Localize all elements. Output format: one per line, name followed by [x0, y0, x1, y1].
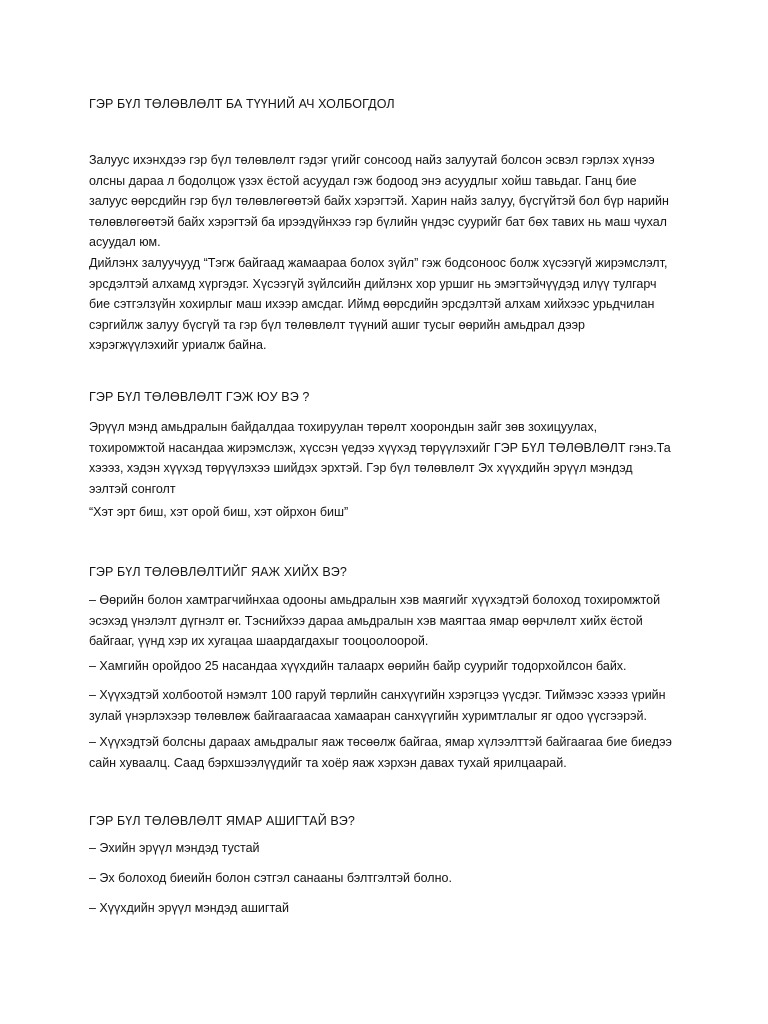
- intro-paragraph: Дийлэнх залуучууд “Тэгж байгаад жамаараа болох зүйл” гэж бодсоноос болж хүсээгүй жирэмслэлт, эрсдэлтэй алхамд хүргэдэг. Хүсээгүй зүйлсийн дийлэнх хор уршиг нь эмэгтэйчүүдэд илүү тулгарч бие сэтгэлзүйн хохирлыг маш ихээр амсдаг. Иймд өөрсдийн эрсдэлтэй алхам хийхээс урьдчилан сэргийлж залуу бүсгүй та гэр бүл төлөвлөлт түүний ашиг тусыг өөрийн амьдрал дээр хэрэгжүүлэхийг уриалж байна.: [89, 256, 668, 353]
- document-title: ГЭР БҮЛ ТӨЛӨВЛӨЛТ БА ТҮҮНИЙ АЧ ХОЛБОГДОЛ: [89, 97, 395, 111]
- section-paragraph: Эрүүл мэнд амьдралын байдалдаа тохируулан төрөлт хоорондын зайг зөв зохицуулах, тохиромжтой насандаа жирэмслэж, хүссэн үедээ хүүхэд төрүүлэхийг ГЭР БҮЛ ТӨЛӨВЛӨЛТ гэнэ.Та хэээз, хэдэн хүүхэд төрүүлэхээ шийдэх эрхтэй. Гэр бүл төлөвлөлт Эх хүүхдийн эрүүл мэндэд ээлтэй сонголт: [89, 420, 671, 496]
- intro-paragraph: Залуус ихэнхдээ гэр бүл төлөвлөлт гэдэг үгийг сонсоод найз залуутай болсон эсвэл гэрлэх хүнээ олсны дараа л бодолцож үзэх ёстой асуудал гэж бодоод энэ асуудлыг хойш тавьдаг. Ганц бие залуус өөрсдийн гэр бүл төлөвлөгөөтэй байх хэрэгтэй. Харин найз залуу, бүсгүйтэй бол бүр нарийн төлөвлөгөөтэй байх хэрэгтэй ба ирээдүйнхээ гэр бүлийн үндэс суурийг бат бөх тавих нь маш чухал асуудал юм.: [89, 153, 669, 250]
- list-item: – Эхийн эрүүл мэндэд тустай: [89, 841, 260, 855]
- section-heading: ГЭР БҮЛ ТӨЛӨВЛӨЛТ ГЭЖ ЮУ ВЭ ?: [89, 390, 310, 404]
- section-heading: ГЭР БҮЛ ТӨЛӨВЛӨЛТИЙГ ЯАЖ ХИЙХ ВЭ?: [89, 565, 347, 579]
- list-item: – Хүүхэдтэй болсны дараах амьдралыг яаж төсөөлж байгаа, ямар хүлээлттэй байгаагаа бие биедээ сайн хуваалц. Саад бэрхшээлүүдийг та хоёр яаж хэрхэн давах тухай ярилцаарай.: [89, 735, 672, 770]
- list-item: – Өөрийн болон хамтрагчийнхаа одооны амьдралын хэв маягийг хүүхэдтэй болоход тохиромжтой эсэхэд үнэлэлт дүгнэлт өг. Тэснийхээ дараа амьдралын хэв маягтаа ямар өөрчлөлт хийх ёстой байгааг, үүнд хэр их хугацаа шаардагдахыг тооцоолоорой.: [89, 593, 661, 649]
- list-item: – Хүүхдийн эрүүл мэндэд ашигтай: [89, 901, 289, 915]
- quote-text: “Хэт эрт биш, хэт орой биш, хэт ойрхон биш”: [89, 505, 349, 519]
- list-item: – Эх болоход биеийн болон сэтгэл санааны бэлтгэлтэй болно.: [89, 871, 452, 885]
- list-item: – Хүүхэдтэй холбоотой нэмэлт 100 гаруй төрлийн санхүүгийн хэрэгцээ үүсдэг. Тиймээс хэээз үрийн зулай үнэрлэхээр төлөвлөж байгаагаасаа хамааран санхүүгийн хуримтлалыг яг одоо үүсгээрэй.: [89, 688, 666, 723]
- list-item: – Хамгийн оройдоо 25 насандаа хүүхдийн талаарх өөрийн байр суурийг тодорхойлсон байх.: [89, 659, 627, 673]
- section-heading: ГЭР БҮЛ ТӨЛӨВЛӨЛТ ЯМАР АШИГТАЙ ВЭ?: [89, 814, 355, 828]
